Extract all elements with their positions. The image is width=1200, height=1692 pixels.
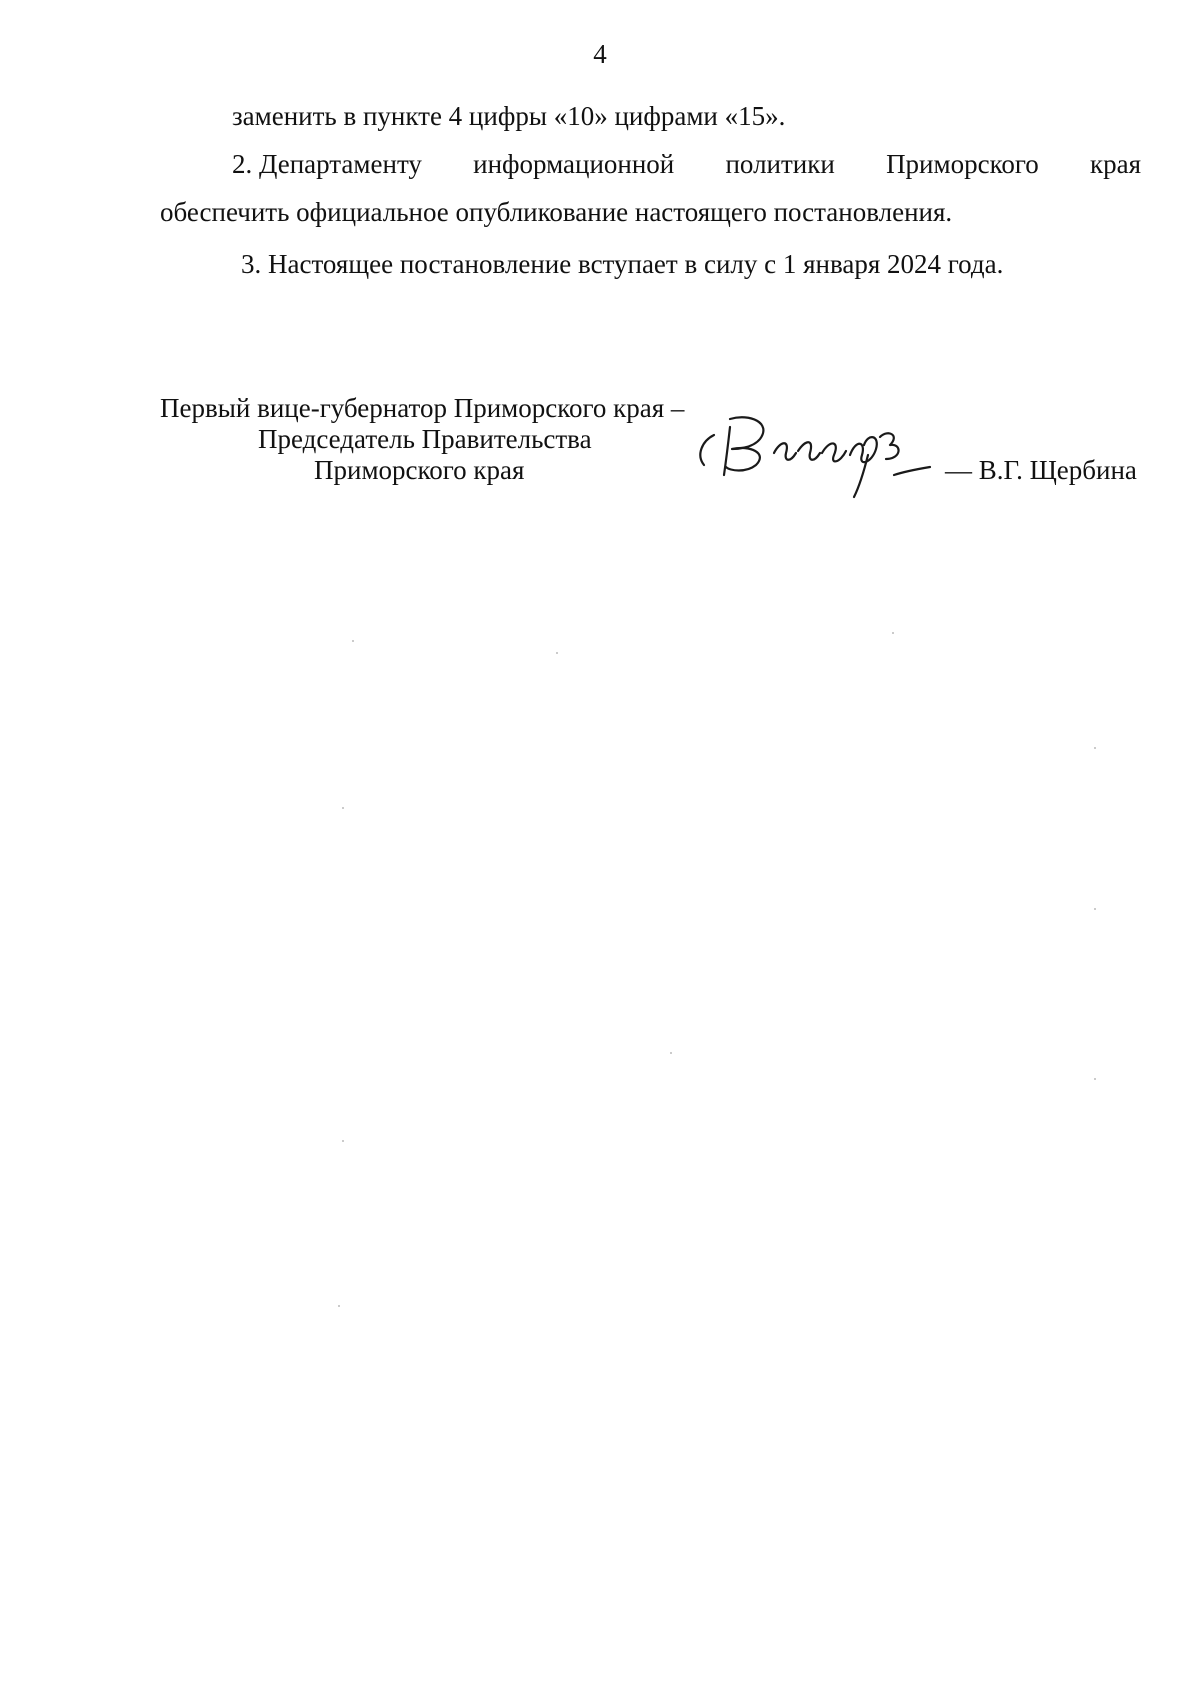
scan-speck xyxy=(892,632,894,634)
page-number: 4 xyxy=(593,39,607,69)
scan-speck xyxy=(670,1052,672,1054)
signer-title-line2: Председатель Правительства xyxy=(258,424,592,454)
paragraph-item3: 3. Настоящее постановление вступает в силу с 1 января 2024 года. xyxy=(241,249,1004,279)
item2-word: края xyxy=(1089,149,1141,179)
signer-title-line3: Приморского края xyxy=(314,455,525,485)
paragraph-continuation: заменить в пункте 4 цифры «10» цифрами «15». xyxy=(232,101,786,131)
scan-speck xyxy=(556,652,558,654)
item2-word: 2. Департаменту xyxy=(232,149,422,179)
scan-speck xyxy=(1094,908,1096,910)
handwritten-signature xyxy=(690,405,950,505)
scan-speck xyxy=(342,1140,344,1142)
scan-speck xyxy=(1094,747,1096,749)
item2-word: Приморского xyxy=(886,149,1039,179)
scan-speck xyxy=(342,807,344,809)
paragraph-item2-line1 xyxy=(232,148,1141,180)
scan-speck xyxy=(1094,1078,1096,1080)
signer-name: — В.Г. Щербина xyxy=(945,455,1137,485)
paragraph-item2-line2: обеспечить официальное опубликование настоящего постановления. xyxy=(160,197,953,227)
signer-title-line1: Первый вице-губернатор Приморского края – xyxy=(160,393,685,423)
item2-word: информационной xyxy=(473,149,675,179)
item2-word: политики xyxy=(725,149,835,179)
scan-speck xyxy=(338,1305,340,1307)
scan-speck xyxy=(352,640,354,642)
